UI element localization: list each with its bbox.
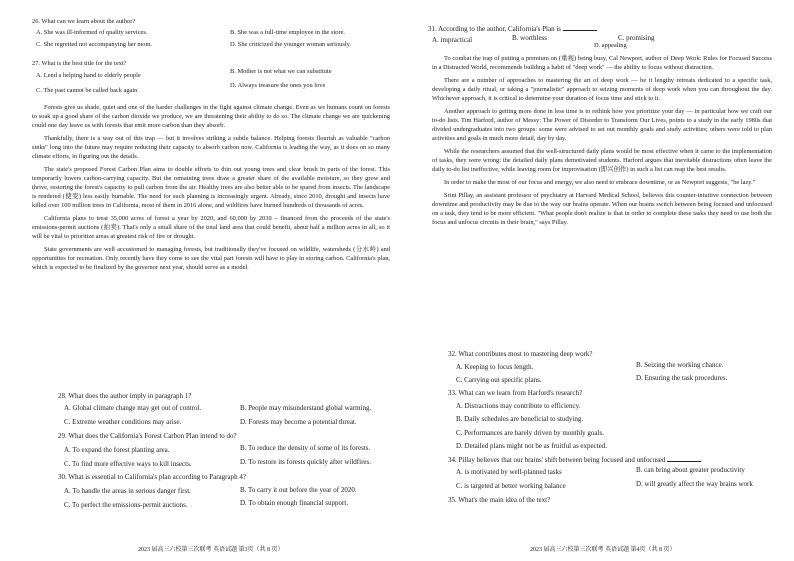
option-30-c: C. To perfect the emissions-permit auctions. <box>64 501 188 509</box>
question-31-stem <box>428 24 597 33</box>
option-34-a: A. is motivated by well-planned tasks <box>456 468 562 476</box>
answer-blank <box>563 24 597 31</box>
passage-d-paragraph-4: While the researchers assumed that the well-structured daily plans would be most effective when it came to the implementation of tasks, they were wrong: the detailed daily plans demotivated students. Harford argues that inevitable distractions often leave the daily to-do list ineffective, while leaving room for improvisation (即兴创作) in such a list can reap the best results. <box>432 148 772 173</box>
passage-c-paragraph-4: California plans to treat 35,000 acres of forest a year by 2020, and 60,000 by 2030 – financed from the proceeds of the state's emissions-permit auctions (拍卖). That's only a small share of the total land area that could benefit, about half a million acres in all, so it will be vital to prioritize areas at greatest risk of fire or drought. <box>32 215 390 240</box>
option-32-b: B. Seizing the working chance. <box>636 361 724 369</box>
question-31-text: 31. According to the author, California's Plan is <box>428 25 561 33</box>
option-34-b: B. can bring about greater productivity <box>636 466 745 474</box>
passage-c-paragraph-1: Forests give us shade, quiet and one of the harder challenges in the fight against climate change. Even as we humans count on forests to soak up a good share of the carbon dioxide we produce, we are threatening their ability to do so. The climate change we are quickening could one day leave us with forests that emit more carbon than they absorb. <box>32 104 390 129</box>
option-26-a: A. She was ill-informed of quality services. <box>36 29 148 36</box>
passage-d-paragraph-6: Srini Pillay, an assistant professor of psychiatry at Harvard Medical School, believes this counter-intuitive connection between downtime and productivity may be due to the way our brains operate. When our brains switch between being focused and unfocused on a task, they tend to be more efficient. "What people don't realize is that in order to complete these tasks they need to use both the focus and unfocus circuits in their brain," says Pillay. <box>432 192 772 226</box>
option-31-d: D. appealing <box>594 42 627 49</box>
passage-d-paragraph-5: In order to make the most of our focus and energy, we also need to embrace downtime, or as Newport suggests, "be lazy." <box>444 179 756 186</box>
passage-d-paragraph-3: Another approach to getting more done in less time is to rethink how you prioritize your day — in particular how we craft our to-do lists. Tim Harford, author of Messy: The Power of Disorder to Transform Our Lives, points to a study in the early 1980s that divided undergraduates into two groups: some were advised to set out monthly goals and study activities; others were told to plan activities and goals in much more detail, day by day. <box>432 108 772 142</box>
option-29-a: A. To expand the forest planting area. <box>64 446 170 454</box>
passage-c-paragraph-2: Thankfully, there is a way out of this trap — but it involves striking a subtle balance. Helping forests flourish as valuable "carbon sinks" long into the future may require reducing their capacity to absorb carbon now. California is leading the way, as it does on so many climate efforts, in figuring out the details. <box>32 135 390 160</box>
page-footer-left: 2023 届高三六校第三次联考 英语试题 第3页（共 8 页） <box>138 547 284 553</box>
passage-d-paragraph-1: To combat the trap of putting a premium on (重视) being busy, Cal Newport, author of Deep Work: Rules for Focused Success in a Distracted World, recommends building a habit of "deep work" — the ability to focus without distraction. <box>432 55 772 71</box>
option-29-c: C. To find more effective ways to kill insects. <box>64 460 192 468</box>
option-26-c: C. She regretted not accompanying her mom. <box>36 41 153 48</box>
question-32-stem: 32. What contributes most to mastering deep work? <box>448 350 593 358</box>
question-26-stem: 26. What can we learn about the author? <box>32 18 136 25</box>
option-28-c: C. Extreme weather conditions may arise. <box>64 418 182 426</box>
answer-blank <box>667 455 701 462</box>
option-27-b: B. Mother is not what we can substitute <box>230 68 332 75</box>
option-34-c: C. is targeted at better working balance <box>456 482 566 490</box>
question-29-stem: 29. What does the California's Forest Carbon Plan intend to do? <box>58 432 237 440</box>
option-32-d: D. Ensuring the task procedures. <box>636 374 728 382</box>
option-31-b: B. worthless <box>512 34 547 42</box>
option-27-d: D. Always treasure the ones you love <box>230 82 326 89</box>
option-30-d: D. To obtain enough financial support. <box>240 499 349 507</box>
option-30-a: A. To handle the areas in serious danger first. <box>64 487 191 495</box>
option-33-a: A. Distractions may contribute to efficiency. <box>456 402 581 410</box>
option-32-c: C. Carrying out specific plans. <box>456 376 542 384</box>
option-31-c: C. promising <box>618 34 655 42</box>
question-35-stem: 35. What's the main idea of the text? <box>448 496 551 504</box>
option-28-b: B. People may misunderstand global warming. <box>240 404 372 412</box>
option-34-d: D. will greatly affect the way brains work <box>636 480 753 488</box>
option-26-b: B. She was a full-time employee in the store. <box>230 29 346 36</box>
option-26-d: D. She criticized the younger woman seriously. <box>230 41 351 48</box>
option-29-d: D. To restore its forests quickly after wildfires. <box>240 458 371 466</box>
passage-d-paragraph-2: There are a number of approaches to mastering the art of deep work — be it lengthy retreats dedicated to a specific task, developing a daily ritual, or taking a "journalistic" approach to seizing moments of deep work when you can throughout the day. Whichever approach, it is critical to determine your duration of focus time and stick to it. <box>432 77 772 102</box>
question-34-text: 34. Pillay believes that our brains' shift between being focused and unfocused <box>448 456 666 464</box>
option-33-c: C. Performances are barely driven by monthly goals. <box>456 429 604 437</box>
passage-c-paragraph-3: The state's proposed Forest Carbon Plan aims to double efforts to thin out young trees and clear brush in parts of the forest. This temporarily lowers carbon-carrying capacity. But the remaining trees draw a greater share of the available moisture, so they grow and thrive, restoring the forest's capacity to pull carbon from the air. Healthy trees are also better able to be spared from insects. The landscape is rendered (使变) less easily burnable. The need for such planning is increasingly urgent. Already, since 2010, drought and insects have killed over 100 million trees in California, most of them in 2016 alone, and wildfires have burned hundreds of thousands of acres. <box>32 166 390 209</box>
question-28-stem: 28. What does the author imply in paragraph 1? <box>58 392 192 400</box>
option-27-c: C. The past cannot be called back again <box>36 87 138 94</box>
passage-c <box>32 103 390 272</box>
passage-d <box>432 54 772 227</box>
question-34-stem <box>448 455 701 464</box>
option-28-a: A. Global climate change may get out of control. <box>64 404 202 412</box>
option-31-a: A. impractical <box>432 36 473 44</box>
option-27-a: A. Lend a helping hand to elderly people <box>36 72 141 79</box>
right-page <box>422 0 774 561</box>
option-32-a: A. Keeping to focus length. <box>456 363 534 371</box>
question-33-stem: 33. What can we learn from Harford's research? <box>448 389 583 397</box>
left-page <box>32 0 398 561</box>
passage-c-paragraph-5: State governments are well accustomed to managing forests, but traditionally they've focused on wildlife, watersheds (分水岭) and opportunities for recreation. Only recently have they come to see the vital part forests will have to play in storing carbon. California's plan, which is expected to be finalized by the governor next year, should serve as a model. <box>32 246 390 271</box>
option-33-b: B. Daily schedules are beneficial to studying. <box>456 415 584 423</box>
question-30-stem: 30. What is essential to California's plan according to Paragraph 4? <box>58 473 246 481</box>
option-33-d: D. Detailed plans might not be as fruitful as expected. <box>456 442 608 450</box>
option-28-d: D. Forests may become a potential threat. <box>240 418 357 426</box>
option-29-b: B. To reduce the density of some of its forests. <box>240 444 371 452</box>
question-27-stem: 27. What is the best title for the text? <box>32 60 127 67</box>
option-30-b: B. To carry it out before the year of 2020. <box>240 486 357 494</box>
page-footer-right: 2023 届高三六校第三次联考 英语试题 第4页（共 8 页） <box>530 547 676 553</box>
